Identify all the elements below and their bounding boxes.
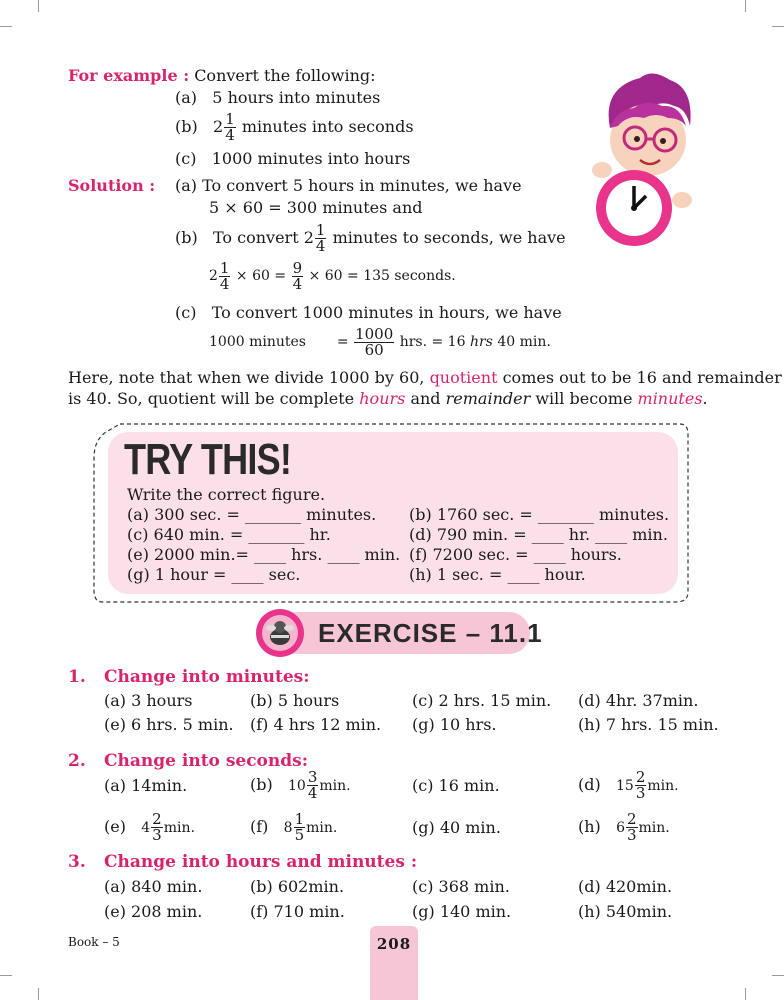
q3-item-e: (e) 208 min. xyxy=(104,902,203,921)
footer-book-label: Book – 5 xyxy=(68,935,120,949)
crop-mark xyxy=(38,988,39,1000)
example-intro: Convert the following: xyxy=(194,66,376,85)
boy-with-clock-illustration xyxy=(582,68,712,253)
q3-number: 3. xyxy=(68,852,86,872)
crop-mark xyxy=(38,0,39,12)
q1-item-e: (e) 6 hrs. 5 min. xyxy=(104,715,234,734)
crop-mark xyxy=(745,0,746,12)
example-item-b: (b) 2 $\frac{1}{4}$ minutes into seconds xyxy=(175,110,414,144)
crop-mark xyxy=(0,26,12,27)
q2-item-b: (b) 10 $\frac{3}{4}$ min. xyxy=(250,768,351,802)
try-item-a: (a) 300 sec. = _______ minutes. xyxy=(127,505,377,524)
crop-mark xyxy=(772,26,784,27)
q3-item-g: (g) 140 min. xyxy=(412,902,512,921)
try-item-e: (e) 2000 min.= ____ hrs. ____ min. xyxy=(127,545,401,564)
q2-item-g: (g) 40 min. xyxy=(412,818,501,837)
q1-title: Change into minutes: xyxy=(104,667,310,687)
q2-number: 2. xyxy=(68,751,86,771)
solution-a-line1: (a) To convert 5 hours in minutes, we have xyxy=(175,176,522,195)
q1-item-a: (a) 3 hours xyxy=(104,691,193,710)
solution-b-line: (b) To convert 2 $\frac{1}{4}$ minutes to seconds, we have xyxy=(175,221,566,255)
q2-item-c: (c) 16 min. xyxy=(412,776,500,795)
exercise-title: EXERCISE – 11.1 xyxy=(318,618,543,648)
example-line xyxy=(68,66,376,86)
try-item-b: (b) 1760 sec. = _______ minutes. xyxy=(409,505,670,524)
solution-label: Solution : xyxy=(68,176,156,195)
q3-item-d: (d) 420min. xyxy=(578,877,673,896)
example-item-c: (c) 1000 minutes into hours xyxy=(175,149,411,168)
try-item-d: (d) 790 min. = ____ hr. ____ min. xyxy=(409,525,668,544)
q3-item-f: (f) 710 min. xyxy=(250,902,345,921)
solution-c-line: (c) To convert 1000 minutes in hours, we have xyxy=(175,303,562,322)
q2-item-f: (f) 8 $\frac{1}{5}$ min. xyxy=(250,810,338,844)
try-this-instruction: Write the correct figure. xyxy=(127,485,326,504)
q1-item-g: (g) 10 hrs. xyxy=(412,715,497,734)
q1-item-f: (f) 4 hrs 12 min. xyxy=(250,715,382,734)
crop-mark xyxy=(745,988,746,1000)
note-line-2: is 40. So, quotient will be complete hours and remainder will become minutes. xyxy=(68,389,708,408)
try-this-title: TRY THIS! xyxy=(124,435,292,484)
try-item-f: (f) 7200 sec. = ____ hours. xyxy=(409,545,622,564)
q2-item-e: (e) 4 $\frac{2}{3}$ min. xyxy=(104,810,195,844)
solution-b-calc: 2 $\frac{1}{4}$ × 60 = $\frac{9}{4}$ × 60 = 135 seconds. xyxy=(209,258,456,293)
q1-number: 1. xyxy=(68,667,86,687)
clock-icon xyxy=(596,170,672,246)
crop-mark xyxy=(772,975,784,976)
bee-icon xyxy=(254,607,306,659)
page-number: 208 xyxy=(376,935,412,953)
q1-item-c: (c) 2 hrs. 15 min. xyxy=(412,691,552,710)
crop-mark xyxy=(0,975,12,976)
example-label: For example : xyxy=(68,66,190,85)
q3-item-a: (a) 840 min. xyxy=(104,877,203,896)
example-item-a: (a) 5 hours into minutes xyxy=(175,88,381,107)
q3-item-c: (c) 368 min. xyxy=(412,877,510,896)
q2-item-a: (a) 14min. xyxy=(104,776,188,795)
try-item-h: (h) 1 sec. = ____ hour. xyxy=(409,565,586,584)
fraction: $\frac{1}{4}$ xyxy=(225,110,235,144)
boy-hand-icon xyxy=(592,162,612,178)
q3-item-h: (h) 540min. xyxy=(578,902,673,921)
q1-item-h: (h) 7 hrs. 15 min. xyxy=(578,715,719,734)
try-item-g: (g) 1 hour = ____ sec. xyxy=(127,565,301,584)
solution-c-calc: 1000 minutes = $\frac{1000}{60}$ hrs. = 16 hrs 40 min. xyxy=(209,324,551,359)
q3-title: Change into hours and minutes : xyxy=(104,852,418,872)
q1-item-b: (b) 5 hours xyxy=(250,691,340,710)
q2-item-d: (d) 15 $\frac{2}{3}$ min. xyxy=(578,768,679,802)
q1-item-d: (d) 4hr. 37min. xyxy=(578,691,699,710)
q2-title: Change into seconds: xyxy=(104,751,308,771)
solution-a-line2: 5 × 60 = 300 minutes and xyxy=(209,198,423,217)
note-line-1: Here, note that when we divide 1000 by 60, quotient comes out to be 16 and remainder xyxy=(68,368,782,387)
try-item-c: (c) 640 min. = _______ hr. xyxy=(127,525,331,544)
q3-item-b: (b) 602min. xyxy=(250,877,345,896)
q2-item-h: (h) 6 $\frac{2}{3}$ min. xyxy=(578,810,670,844)
